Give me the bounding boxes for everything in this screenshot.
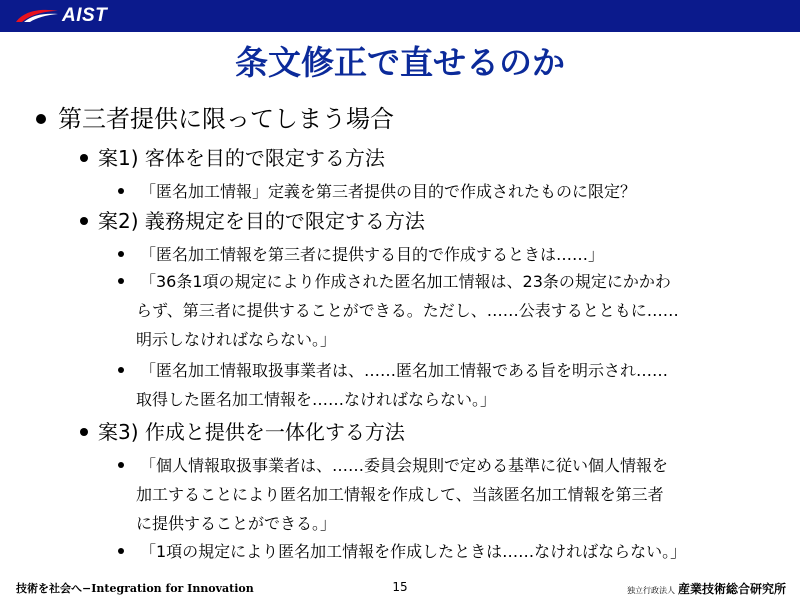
logo-text: AIST xyxy=(62,5,108,26)
case2-label: 案2) 義務規定を目的で限定する方法 xyxy=(98,209,425,233)
header-bar xyxy=(0,0,800,32)
bullet-dot-icon xyxy=(80,428,88,436)
bullet-dot-icon xyxy=(80,217,88,225)
subitem-line: 加工することにより匿名加工情報を作成して、当該匿名加工情報を第三者 xyxy=(136,485,664,504)
case3-item xyxy=(98,417,405,447)
subitem-line: 取得した匿名加工情報を……なければならない。」 xyxy=(136,390,497,409)
subitem-line: らず、第三者に提供することができる。ただし、……公表するとともに…… xyxy=(136,301,679,320)
subitem-text: 「匿名加工情報」定義を第三者提供の目的で作成されたものに限定？ xyxy=(140,182,637,201)
subitem-line: 明示しなければならない。」 xyxy=(136,330,337,349)
bullet-dot-icon xyxy=(118,278,124,284)
bullet-dot-icon xyxy=(118,548,124,554)
org-prefix: 独立行政法人 xyxy=(626,586,675,595)
bullet-dot-icon xyxy=(118,188,124,194)
case1-subitem xyxy=(140,177,780,206)
case1-item xyxy=(98,143,385,173)
footer-organization xyxy=(627,580,786,597)
org-name: 産業技術総合研究所 xyxy=(677,582,786,596)
bullet-dot-icon xyxy=(80,154,88,162)
case3-label: 案3) 作成と提供を一体化する方法 xyxy=(98,420,405,444)
case1-label: 案1) 客体を目的で限定する方法 xyxy=(98,146,385,170)
aist-logo xyxy=(14,3,107,29)
case2-item xyxy=(98,206,425,236)
bullet-dot-icon xyxy=(118,251,124,257)
subitem-line: に提供することができる。」 xyxy=(136,514,337,533)
bullet-dot-icon xyxy=(36,114,46,124)
case3-subitem-1 xyxy=(136,451,780,538)
slide-title: 条文修正で直せるのか xyxy=(235,43,565,82)
case2-subitem-3 xyxy=(136,356,780,414)
bullet-dot-icon xyxy=(118,367,124,373)
subitem-text: 「匿名加工情報を第三者に提供する目的で作成するときは……」 xyxy=(140,245,605,264)
case2-subitem-2 xyxy=(136,267,780,354)
swoosh-icon xyxy=(14,7,60,25)
subitem-line: 「個人情報取扱事業者は、……委員会規則で定める基準に従い個人情報を xyxy=(140,456,669,475)
subitem-line: 「匿名加工情報取扱事業者は、……匿名加工情報である旨を明示され…… xyxy=(140,361,669,380)
footer-slogan: 技術を社会へ−Integration for Innovation xyxy=(16,582,254,595)
case2-subitem-1 xyxy=(140,240,780,269)
bullet-level1 xyxy=(58,102,394,136)
bullet-text: 第三者提供に限ってしまう場合 xyxy=(58,105,394,133)
case3-subitem-2 xyxy=(140,537,780,566)
bullet-dot-icon xyxy=(118,462,124,468)
subitem-line: 「36条1項の規定により作成された匿名加工情報は、23条の規定にかかわ xyxy=(140,272,671,291)
page-number: 15 xyxy=(392,580,408,594)
subitem-text: 「1項の規定により匿名加工情報を作成したときは……なければならない。」 xyxy=(140,542,687,561)
